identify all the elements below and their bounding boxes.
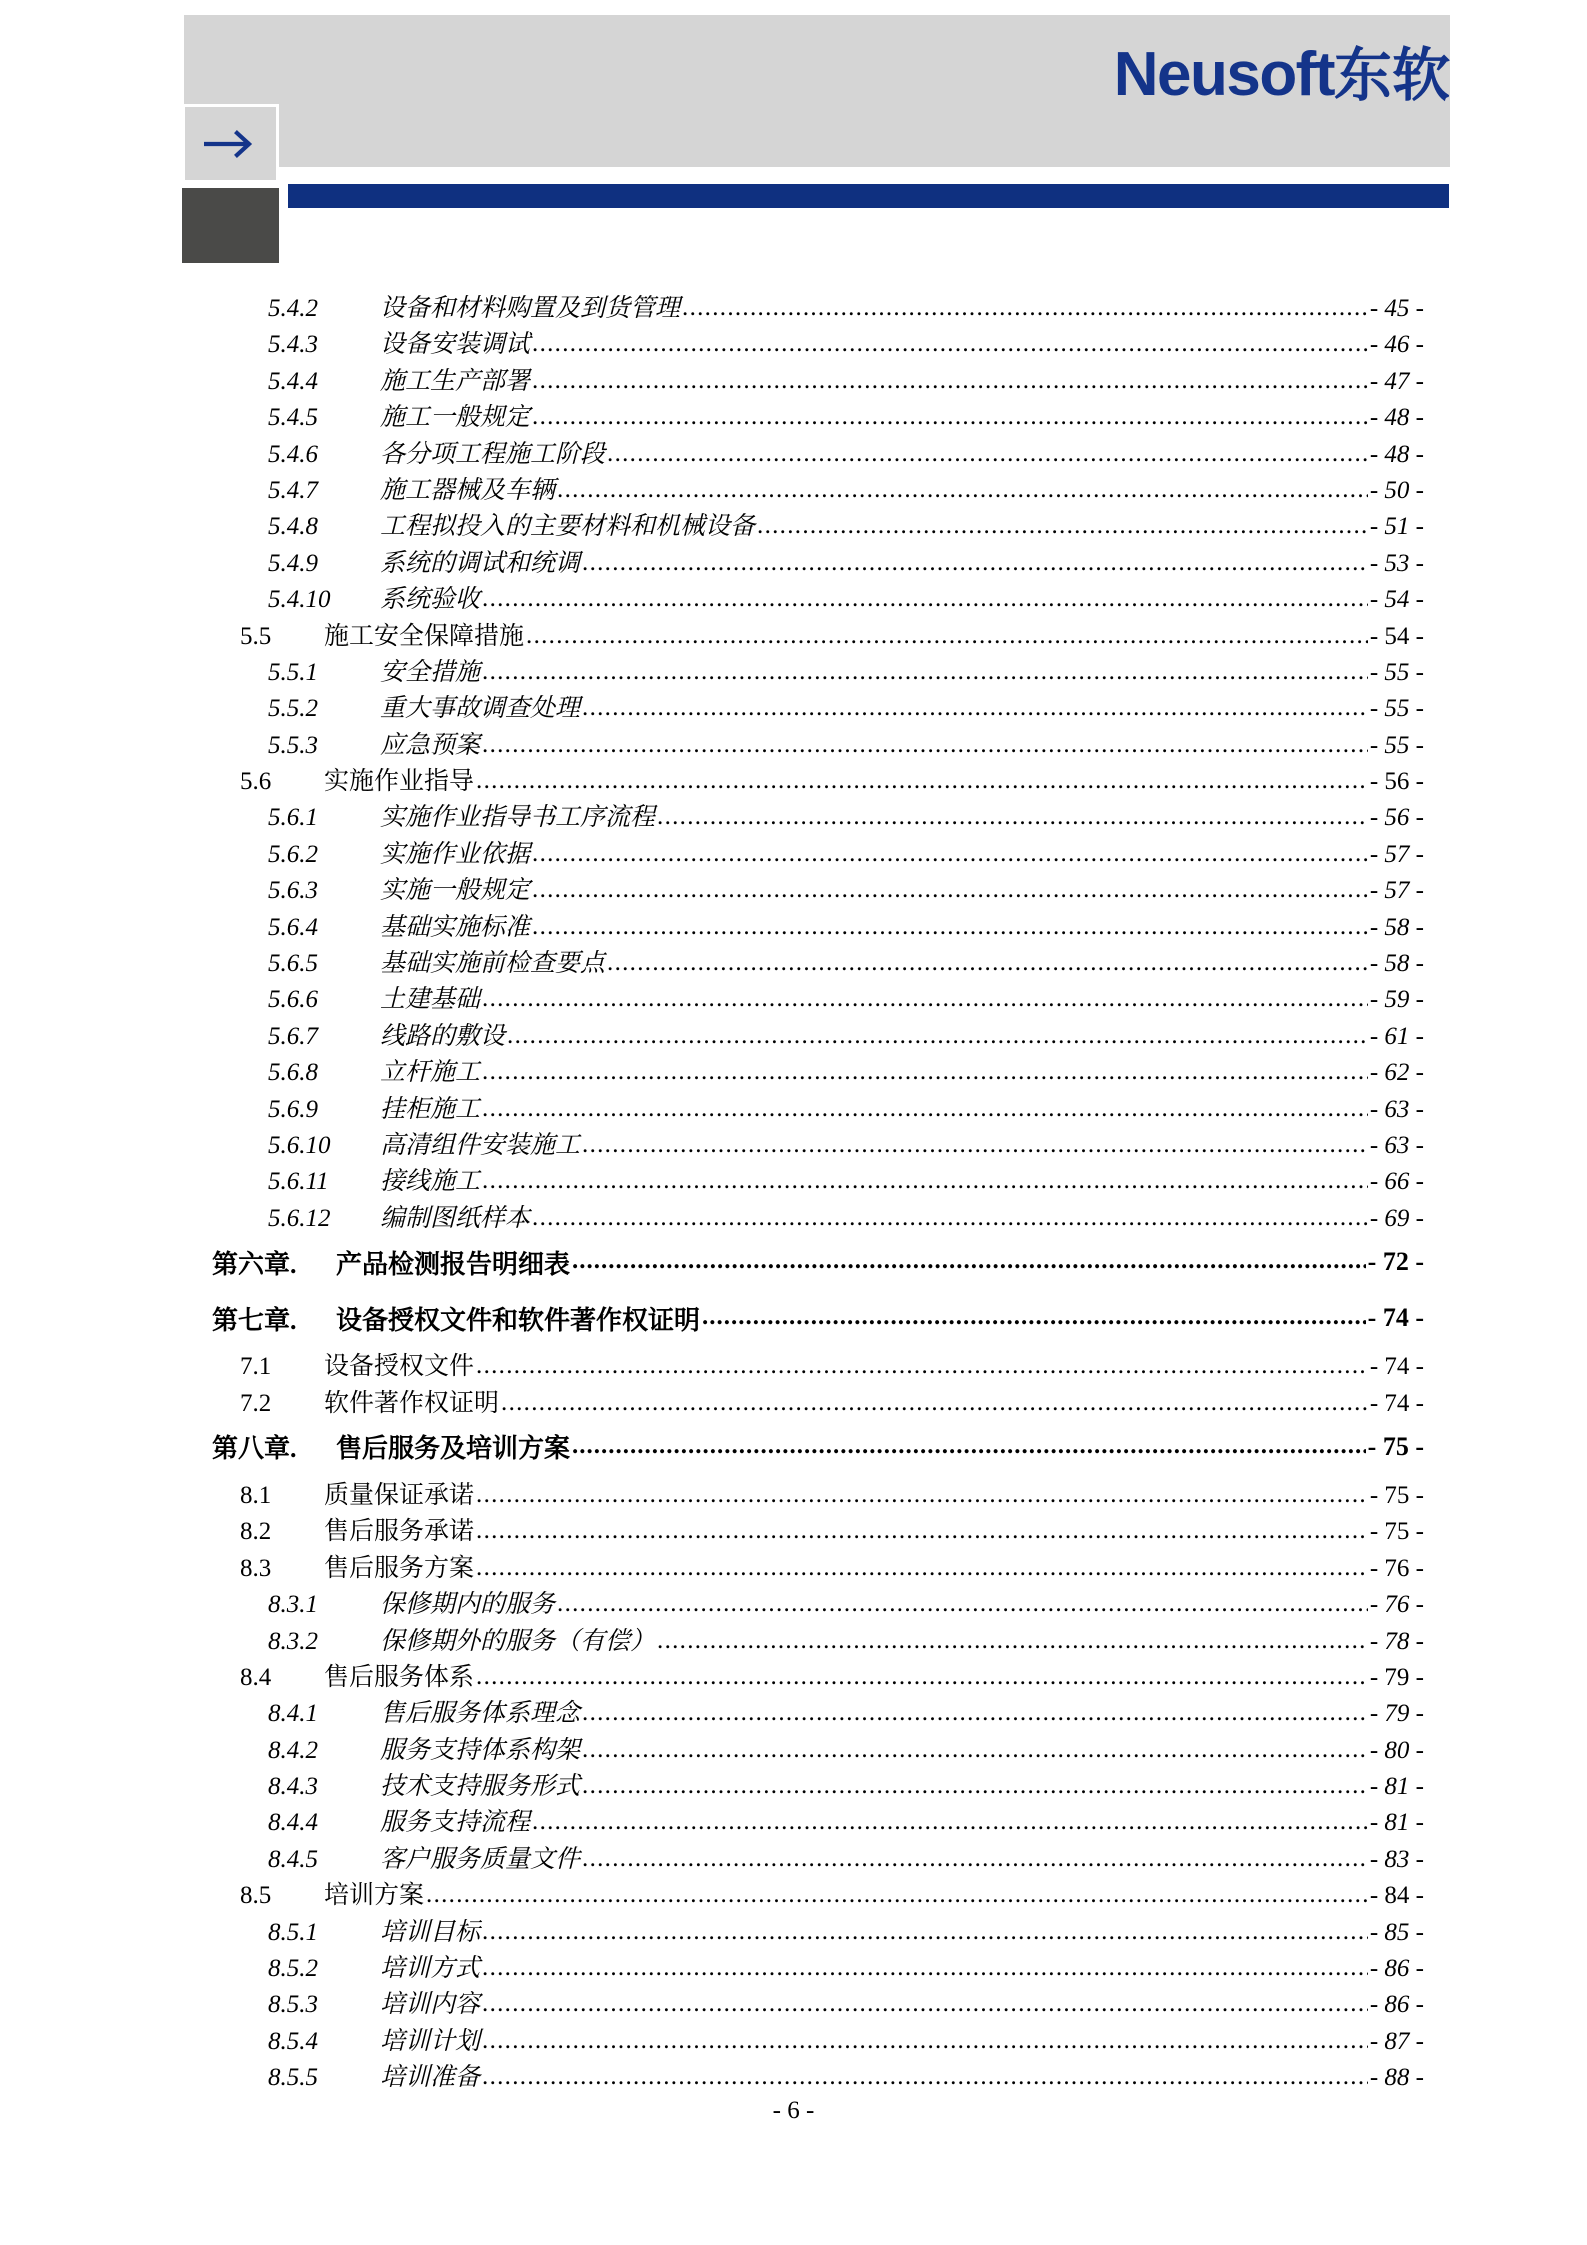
toc-entry-number: 8.5.4 (268, 2027, 318, 2055)
toc-entry[interactable] (0, 1016, 1587, 1052)
toc-entry-title: 接线施工 (380, 1168, 481, 1196)
toc-entry-page-number: - 75 - (1369, 1518, 1424, 1546)
toc-entry-number: 第六章. (212, 1249, 297, 1279)
toc-entry[interactable] (0, 361, 1587, 397)
toc-entry-page-number: - 72 - (1367, 1247, 1424, 1277)
toc-leader-dots (426, 1881, 1368, 1909)
toc-entry-page-number: - 59 - (1369, 986, 1424, 1014)
toc-entry-page-number: - 81 - (1369, 1809, 1424, 1837)
toc-leader-dots (482, 1095, 1368, 1123)
toc-entry-page-number: - 48 - (1369, 404, 1424, 432)
toc-entry-page-number: - 78 - (1369, 1627, 1424, 1655)
toc-entry-number: 8.3.2 (268, 1627, 318, 1655)
toc-entry-number: 5.4.10 (268, 586, 331, 614)
toc-entry-page-number: - 58 - (1369, 950, 1424, 978)
toc-entry-page-number: - 76 - (1369, 1554, 1424, 1582)
toc-entry-number: 5.6.9 (268, 1095, 318, 1123)
toc-entry[interactable] (0, 2057, 1587, 2093)
brand-logo-latin: Neusoft (1113, 40, 1334, 109)
toc-entry[interactable] (0, 1475, 1587, 1511)
toc-entry-number: 5.4.6 (268, 440, 318, 468)
toc-entry-number: 5.6 (240, 768, 272, 796)
toc-entry-title: 技术支持服务形式 (380, 1773, 581, 1801)
toc-entry-title: 售后服务承诺 (324, 1518, 475, 1546)
toc-entry[interactable] (0, 1657, 1587, 1693)
toc-entry-page-number: - 88 - (1369, 2064, 1424, 2092)
toc-entry-title: 保修期外的服务（有偿） (380, 1627, 656, 1655)
header-dark-block (182, 188, 279, 263)
toc-entry-page-number: - 50 - (1369, 476, 1424, 504)
toc-leader-dots (532, 1808, 1368, 1836)
toc-entry[interactable] (0, 1052, 1587, 1088)
toc-leader-dots (557, 476, 1368, 504)
toc-entry-title: 实施作业指导书工序流程 (380, 804, 656, 832)
toc-entry-page-number: - 61 - (1369, 1022, 1424, 1050)
footer-page-number: - 6 - (772, 2097, 815, 2124)
toc-leader-dots (482, 1167, 1368, 1195)
toc-leader-dots (532, 330, 1368, 358)
toc-entry-number: 5.6.1 (268, 804, 318, 832)
toc-entry[interactable] (0, 288, 1587, 324)
toc-leader-dots (532, 913, 1368, 941)
toc-leader-dots (476, 1517, 1368, 1545)
toc-entry-title: 客户服务质量文件 (380, 1845, 581, 1873)
toc-leader-dots (482, 1954, 1368, 1982)
toc-entry-title: 设备授权文件 (324, 1353, 475, 1381)
toc-leader-dots (476, 1663, 1368, 1691)
toc-entry[interactable] (0, 870, 1587, 906)
toc-leader-dots (482, 658, 1368, 686)
toc-entry-number: 8.4.2 (268, 1736, 318, 1764)
toc-entry-title: 质量保证承诺 (324, 1481, 475, 1509)
toc-entry-number: 5.4.4 (268, 367, 318, 395)
toc-leader-dots (572, 1247, 1366, 1275)
toc-leader-dots (757, 512, 1368, 540)
toc-entry[interactable] (0, 834, 1587, 870)
toc-entry-page-number: - 51 - (1369, 513, 1424, 541)
toc-entry-page-number: - 55 - (1369, 731, 1424, 759)
toc-entry-page-number: - 58 - (1369, 913, 1424, 941)
toc-entry[interactable] (0, 397, 1587, 433)
toc-entry-number: 5.6.12 (268, 1204, 331, 1232)
toc-entry-page-number: - 46 - (1369, 331, 1424, 359)
toc-leader-dots (482, 731, 1368, 759)
page-header (0, 0, 1587, 200)
toc-leader-dots (607, 440, 1368, 468)
toc-entry-page-number: - 76 - (1369, 1591, 1424, 1619)
toc-entry-title: 培训准备 (380, 2064, 481, 2092)
toc-entry-number: 第七章. (212, 1305, 297, 1335)
toc-leader-dots (532, 840, 1368, 868)
toc-entry-title: 安全措施 (380, 658, 481, 686)
toc-entry-number: 8.5 (240, 1882, 272, 1910)
toc-entry-page-number: - 55 - (1369, 658, 1424, 686)
toc-leader-dots (482, 585, 1368, 613)
toc-entry-number: 第八章. (212, 1434, 297, 1464)
toc-entry[interactable] (0, 1383, 1587, 1419)
toc-entry[interactable] (0, 688, 1587, 724)
toc-entry-number: 5.5.3 (268, 731, 318, 759)
toc-entry-title: 土建基础 (380, 986, 481, 1014)
toc-entry-page-number: - 87 - (1369, 2027, 1424, 2055)
toc-entry-number: 5.5.1 (268, 658, 318, 686)
toc-entry-title: 基础实施前检查要点 (380, 950, 606, 978)
toc-entry-number: 7.1 (240, 1353, 272, 1381)
toc-entry[interactable] (0, 652, 1587, 688)
toc-entry[interactable] (0, 761, 1587, 797)
toc-entry-title: 培训方案 (324, 1882, 425, 1910)
toc-entry[interactable] (0, 579, 1587, 615)
toc-entry-number: 5.6.2 (268, 840, 318, 868)
toc-entry-title: 售后服务体系理念 (380, 1700, 581, 1728)
toc-entry[interactable] (0, 1089, 1587, 1125)
toc-leader-dots (582, 1772, 1368, 1800)
toc-entry[interactable] (0, 1584, 1587, 1620)
toc-entry-title: 应急预案 (380, 731, 481, 759)
header-blue-rule (288, 184, 1449, 208)
toc-entry-page-number: - 74 - (1369, 1389, 1424, 1417)
toc-entry-page-number: - 83 - (1369, 1845, 1424, 1873)
toc-leader-dots (607, 949, 1368, 977)
toc-entry-page-number: - 54 - (1369, 586, 1424, 614)
toc-entry-title: 培训内容 (380, 1991, 481, 2019)
toc-entry-title: 保修期内的服务 (380, 1591, 556, 1619)
toc-entry[interactable] (0, 543, 1587, 579)
toc-entry-title: 高清组件安装施工 (380, 1131, 581, 1159)
toc-entry-number: 5.6.11 (268, 1168, 329, 1196)
toc-entry[interactable] (0, 324, 1587, 360)
brand-logo-cn: 东软 (1333, 43, 1450, 108)
toc-leader-dots (482, 2063, 1368, 2091)
toc-entry[interactable] (0, 470, 1587, 506)
toc-entry-page-number: - 79 - (1369, 1663, 1424, 1691)
toc-entry-number: 8.1 (240, 1481, 272, 1509)
toc-entry[interactable] (0, 1948, 1587, 1984)
toc-entry-title: 重大事故调查处理 (380, 695, 581, 723)
toc-leader-dots (501, 1389, 1368, 1417)
toc-entry-title: 设备授权文件和软件著作权证明 (336, 1305, 701, 1335)
toc-entry-title: 实施作业指导 (324, 768, 475, 796)
toc-entry-title: 设备和材料购置及到货管理 (380, 295, 681, 322)
toc-entry-number: 5.4.3 (268, 331, 318, 359)
toc-entry-number: 8.5.3 (268, 1991, 318, 2019)
toc-entry[interactable] (0, 1730, 1587, 1766)
toc-leader-dots (582, 1699, 1368, 1727)
toc-entry-page-number: - 80 - (1369, 1736, 1424, 1764)
toc-entry[interactable] (0, 1875, 1587, 1911)
toc-entry-page-number: - 55 - (1369, 695, 1424, 723)
toc-entry-number: 5.6.5 (268, 950, 318, 978)
toc-entry-title: 培训计划 (380, 2027, 481, 2055)
toc-entry[interactable] (0, 2021, 1587, 2057)
arrow-right-icon (204, 129, 258, 159)
toc-entry-title: 软件著作权证明 (324, 1389, 500, 1417)
toc-entry[interactable] (0, 1621, 1587, 1657)
toc-entry-number: 8.4.4 (268, 1809, 318, 1837)
toc-entry-page-number: - 56 - (1369, 768, 1424, 796)
toc-leader-dots (532, 1204, 1368, 1232)
table-of-contents (0, 288, 1587, 2094)
toc-entry-number: 5.6.7 (268, 1022, 318, 1050)
toc-leader-dots (657, 803, 1368, 831)
toc-leader-dots (507, 1022, 1368, 1050)
toc-entry[interactable] (0, 1346, 1587, 1382)
toc-entry-page-number: - 66 - (1369, 1168, 1424, 1196)
toc-entry-title: 线路的敷设 (380, 1022, 506, 1050)
toc-entry-title: 施工器械及车辆 (380, 476, 556, 504)
toc-entry[interactable] (0, 797, 1587, 833)
toc-leader-dots (702, 1303, 1366, 1331)
toc-entry-number: 8.2 (240, 1518, 272, 1546)
toc-entry-page-number: - 86 - (1369, 1991, 1424, 2019)
toc-entry-title: 设备安装调试 (380, 331, 531, 359)
toc-entry-page-number: - 57 - (1369, 840, 1424, 868)
toc-entry-page-number: - 56 - (1369, 804, 1424, 832)
toc-entry-title: 售后服务体系 (324, 1663, 475, 1691)
toc-entry-page-number: - 47 - (1369, 367, 1424, 395)
toc-entry-title: 施工一般规定 (380, 404, 531, 432)
toc-entry-number: 5.4.5 (268, 404, 318, 432)
toc-entry-page-number: - 79 - (1369, 1700, 1424, 1728)
toc-entry-title: 施工生产部署 (380, 367, 531, 395)
toc-entry[interactable] (0, 506, 1587, 542)
toc-leader-dots (526, 622, 1368, 650)
brand-logo (1113, 40, 1450, 109)
toc-entry-title: 服务支持体系构架 (380, 1736, 581, 1764)
toc-entry-number: 8.5.2 (268, 1955, 318, 1983)
toc-leader-dots (482, 1058, 1368, 1086)
toc-entry-number: 8.5.1 (268, 1918, 318, 1946)
toc-entry-number: 5.6.6 (268, 986, 318, 1014)
toc-entry-title: 编制图纸样本 (380, 1204, 531, 1232)
toc-leader-dots (476, 1352, 1368, 1380)
toc-entry-page-number: - 54 - (1369, 622, 1424, 650)
toc-entry-number: 7.2 (240, 1389, 272, 1417)
toc-entry-page-number: - 84 - (1369, 1882, 1424, 1910)
toc-entry[interactable] (0, 1290, 1587, 1346)
toc-entry[interactable] (0, 1161, 1587, 1197)
toc-leader-dots (657, 1627, 1368, 1655)
toc-entry[interactable] (0, 1125, 1587, 1161)
toc-leader-dots (476, 1554, 1368, 1582)
toc-entry-number: 5.5 (240, 622, 272, 650)
toc-entry-number: 8.4 (240, 1663, 272, 1691)
toc-entry-title: 挂柜施工 (380, 1095, 481, 1123)
toc-entry-number: 8.5.5 (268, 2064, 318, 2092)
toc-entry-page-number: - 45 - (1369, 295, 1424, 322)
toc-entry-number: 8.4.5 (268, 1845, 318, 1873)
toc-entry-title: 施工安全保障措施 (324, 622, 525, 650)
toc-entry-number: 8.3 (240, 1554, 272, 1582)
toc-entry-page-number: - 75 - (1367, 1431, 1424, 1461)
toc-leader-dots (482, 985, 1368, 1013)
toc-leader-dots (482, 1990, 1368, 2018)
toc-entry-number: 5.6.8 (268, 1059, 318, 1087)
toc-entry-title: 培训方式 (380, 1955, 481, 1983)
toc-entry-page-number: - 75 - (1369, 1481, 1424, 1509)
toc-entry-title: 服务支持流程 (380, 1809, 531, 1837)
toc-entry-page-number: - 57 - (1369, 877, 1424, 905)
toc-entry[interactable] (0, 725, 1587, 761)
toc-entry-title: 系统的调试和统调 (380, 549, 581, 577)
toc-leader-dots (582, 1736, 1368, 1764)
toc-entry-title: 产品检测报告明细表 (336, 1249, 571, 1279)
toc-entry-title: 系统验收 (380, 586, 481, 614)
toc-entry-title: 实施一般规定 (380, 877, 531, 905)
toc-entry-number: 5.4.9 (268, 549, 318, 577)
toc-entry[interactable] (0, 1198, 1587, 1234)
toc-leader-dots (482, 1918, 1368, 1946)
toc-entry-number: 5.6.4 (268, 913, 318, 941)
toc-entry[interactable] (0, 1802, 1587, 1838)
toc-entry-page-number: - 63 - (1369, 1095, 1424, 1123)
toc-entry-page-number: - 48 - (1369, 440, 1424, 468)
toc-entry-title: 实施作业依据 (380, 840, 531, 868)
toc-entry[interactable] (0, 616, 1587, 652)
toc-leader-dots (572, 1432, 1366, 1460)
toc-entry-page-number: - 53 - (1369, 549, 1424, 577)
toc-entry-page-number: - 86 - (1369, 1955, 1424, 1983)
page-footer (0, 2097, 1587, 2125)
toc-leader-dots (532, 367, 1368, 395)
toc-leader-dots (582, 694, 1368, 722)
toc-leader-dots (557, 1590, 1368, 1618)
toc-entry-number: 8.4.3 (268, 1773, 318, 1801)
toc-entry-page-number: - 74 - (1367, 1303, 1424, 1333)
toc-entry[interactable] (0, 1693, 1587, 1729)
toc-entry-number: 8.3.1 (268, 1591, 318, 1619)
toc-leader-dots (582, 1845, 1368, 1873)
toc-entry-number: 5.5.2 (268, 695, 318, 723)
toc-entry-page-number: - 81 - (1369, 1773, 1424, 1801)
toc-entry-title: 培训目标 (380, 1918, 481, 1946)
toc-entry-number: 5.4.2 (268, 295, 318, 322)
toc-leader-dots (682, 294, 1368, 322)
toc-leader-dots (532, 876, 1368, 904)
toc-entry[interactable] (0, 979, 1587, 1015)
toc-entry-title: 售后服务方案 (324, 1554, 475, 1582)
toc-entry-page-number: - 74 - (1369, 1353, 1424, 1381)
toc-entry-number: 5.6.3 (268, 877, 318, 905)
toc-entry[interactable] (0, 1766, 1587, 1802)
toc-entry-title: 工程拟投入的主要材料和机械设备 (380, 513, 756, 541)
toc-entry[interactable] (0, 943, 1587, 979)
toc-leader-dots (582, 1131, 1368, 1159)
toc-entry[interactable] (0, 1234, 1587, 1290)
toc-entry[interactable] (0, 1984, 1587, 2020)
toc-entry-page-number: - 62 - (1369, 1059, 1424, 1087)
header-arrow-badge (182, 104, 279, 183)
toc-entry-title: 立杆施工 (380, 1059, 481, 1087)
toc-entry-page-number: - 63 - (1369, 1131, 1424, 1159)
toc-leader-dots (532, 403, 1368, 431)
toc-leader-dots (582, 549, 1368, 577)
toc-entry-number: 8.4.1 (268, 1700, 318, 1728)
toc-leader-dots (482, 2027, 1368, 2055)
toc-entry[interactable] (0, 1511, 1587, 1547)
toc-entry[interactable] (0, 434, 1587, 470)
toc-entry-page-number: - 69 - (1369, 1204, 1424, 1232)
toc-entry-title: 基础实施标准 (380, 913, 531, 941)
toc-entry-page-number: - 85 - (1369, 1918, 1424, 1946)
toc-entry-number: 5.4.8 (268, 513, 318, 541)
toc-entry-number: 5.6.10 (268, 1131, 331, 1159)
toc-entry-title: 售后服务及培训方案 (336, 1434, 571, 1464)
toc-leader-dots (476, 767, 1368, 795)
toc-entry[interactable] (0, 907, 1587, 943)
toc-entry[interactable] (0, 1548, 1587, 1584)
toc-entry[interactable] (0, 1912, 1587, 1948)
toc-entry-number: 5.4.7 (268, 476, 318, 504)
toc-entry[interactable] (0, 1419, 1587, 1475)
toc-entry-title: 各分项工程施工阶段 (380, 440, 606, 468)
toc-leader-dots (476, 1481, 1368, 1509)
toc-entry[interactable] (0, 1839, 1587, 1875)
